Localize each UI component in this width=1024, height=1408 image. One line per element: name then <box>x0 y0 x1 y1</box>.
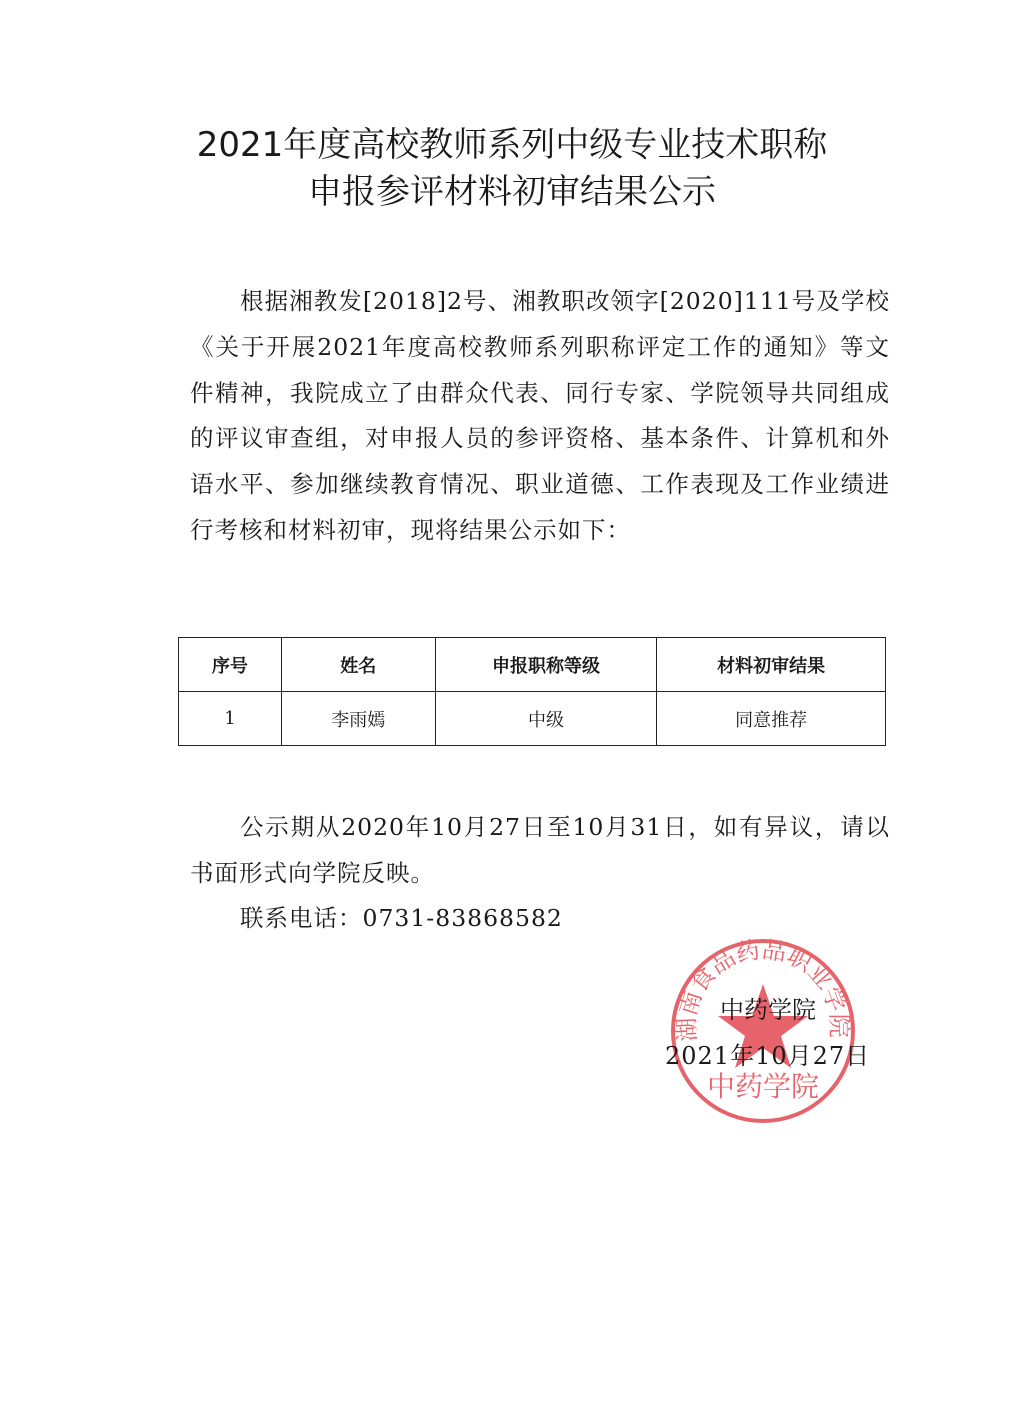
notice-period-paragraph: 公示期从2020年10月27日至10月31日，如有异议，请以书面形式向学院反映。 <box>190 813 890 887</box>
table-header-row <box>179 638 886 692</box>
signature-org: 中药学院 <box>720 996 816 1024</box>
table-row <box>179 692 886 746</box>
cell-title-level: 中级 <box>435 692 657 746</box>
seal-inner-text: 中药学院 <box>706 1070 820 1103</box>
header-name: 姓名 <box>281 638 435 692</box>
cell-index: 1 <box>179 692 282 746</box>
header-index: 序号 <box>179 638 282 692</box>
header-result: 材料初审结果 <box>657 638 886 692</box>
document-title-line2: 申报参评材料初审结果公示 <box>308 172 716 212</box>
results-table <box>178 637 886 746</box>
cell-name: 李雨嫣 <box>281 692 435 746</box>
signature-date: 2021年10月27日 <box>665 1042 871 1070</box>
document-title-line1: 2021年度高校教师系列中级专业技术职称 <box>196 125 828 165</box>
seal-outer-text: 湖南食品药品职业学院 <box>672 936 854 1043</box>
contact-paragraph: 联系电话：0731-83868582 <box>240 904 563 932</box>
header-title-level: 申报职称等级 <box>435 638 657 692</box>
official-seal <box>668 936 858 1126</box>
cell-result: 同意推荐 <box>657 692 886 746</box>
intro-paragraph: 根据湘教发[2018]2号、湘教职改领字[2020]111号及学校《关于开展2021年度高校教师系列职称评定工作的通知》等文件精神，我院成立了由群众代表、同行专家、学院领导共同组成的评议审查组，对申报人员的参评资格、基本条件、计算机和外语水平、参加继续教育情况、职业道德、工作表现及工作业绩进行考核和材料初审，现将结果公示如下： <box>190 287 890 544</box>
